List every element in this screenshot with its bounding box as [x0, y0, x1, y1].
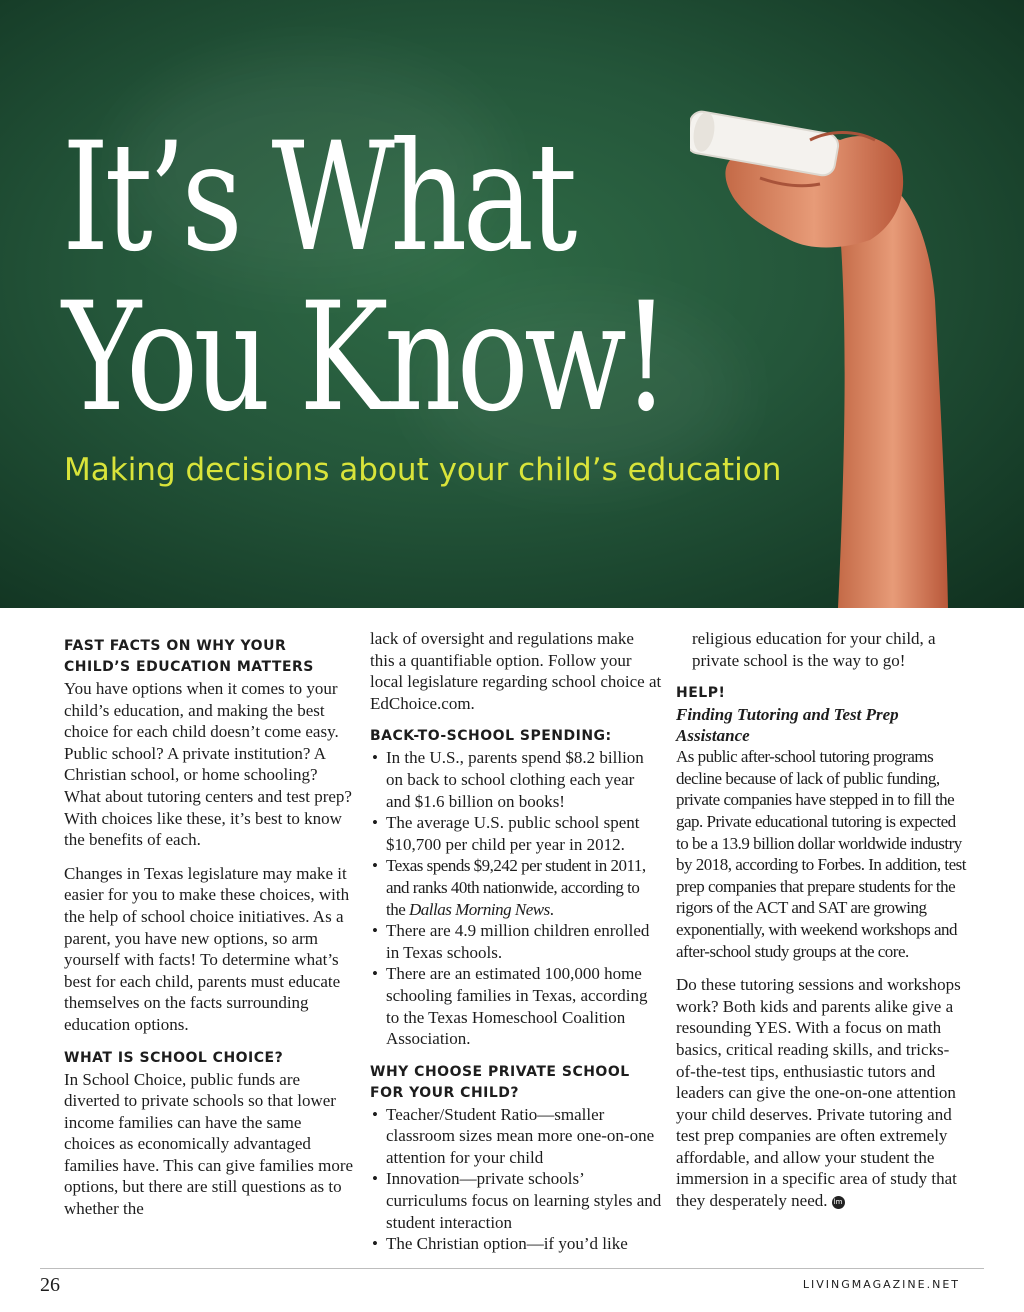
column-2: [370, 628, 662, 1267]
publication-name: Dallas Morning News: [409, 899, 550, 919]
private-school-list: [370, 1104, 662, 1255]
heading-line: WHY CHOOSE PRIVATE SCHOOL: [370, 1063, 630, 1080]
subtitle: Making decisions about your child’s education: [64, 452, 782, 488]
spending-list: [370, 747, 662, 1049]
title-line-1: It’s What: [62, 111, 573, 285]
heading-line: CHILD’S EDUCATION MATTERS: [64, 659, 314, 675]
section-heading-private-school: [370, 1062, 662, 1104]
paragraph: You have options when it comes to your child’s education, and making the best choice for each child doesn’t come easy. Public school? A private institution? A Christian school, or home schooling? What about tutoring centers and test prep? With choices like these, it’s best to know the benefits of each.: [64, 679, 352, 850]
page-title: [62, 111, 666, 445]
section-subheading: Finding Tutoring and Test Prep Assistance: [676, 705, 899, 746]
section-heading-help: HELP!: [676, 685, 726, 702]
section-heading-fast-facts: [64, 636, 354, 678]
list-item: • The average U.S. public school spent $10,700 per child per year in 2012.: [370, 812, 662, 855]
paragraph-text: Do these tutoring sessions and workshops work? Both kids and parents alike give a resounding YES. With a focus on math basics, critical reading skills, and tricks-of-the-test tips, enthusiastic tutors and leaders can give the one-on-one attention your child deserves. Private tutoring and test prep companies are often extremely affordable, and allow your student the immersion in a specific area of study that they desperately need.: [676, 975, 961, 1211]
list-item: • The Christian option—if you’d like: [370, 1233, 662, 1255]
section-heading-spending: BACK-TO-SCHOOL SPENDING:: [370, 728, 612, 745]
paragraph: lack of oversight and regulations make this a quantifiable option. Follow your local legislature regarding school choice at EdChoice.com.: [370, 629, 662, 713]
column-3: [676, 628, 966, 1224]
paragraph: Changes in Texas legislature may make it easier for you to make these choices, with the help of school choice initiatives. As a parent, you have new options, so arm yourself with facts! To determine what’s best for each child, parents must educate themselves on the facts surrounding education options.: [64, 863, 350, 1034]
heading-line: FAST FACTS ON WHY YOUR: [64, 638, 287, 654]
list-item: • Innovation—private schools’ curriculums focus on learning styles and student interaction: [370, 1168, 662, 1233]
hand-with-chalk-icon: [690, 100, 1024, 608]
list-item: [370, 855, 662, 920]
list-item-text: Texas spends $9,242 per student in 2011, and ranks 40th nationwide, according to the: [386, 856, 646, 919]
paragraph: In School Choice, public funds are diverted to private schools so that lower income families can have the same choices as economically advantaged families have. This can give families more options, but there are still questions as to whether the: [64, 1069, 354, 1219]
paragraph: As public after-school tutoring programs decline because of lack of public funding, private companies have stepped in to fill the gap. Private educational tutoring is expected to be a 13.9 billion dollar worldwide industry by 2018, according to Forbes. In addition, test prep companies that prepare students for the rigors of the ACT and SAT are growing exponentially, with weekend workshops and after-school study groups at the core.: [676, 747, 967, 961]
list-item: • Teacher/Student Ratio—smaller classroom sizes mean more one-on-one attention for your child: [370, 1104, 662, 1169]
section-heading-school-choice: WHAT IS SCHOOL CHOICE?: [64, 1049, 284, 1066]
page-number: 26: [40, 1274, 60, 1296]
heading-line: FOR YOUR CHILD?: [370, 1084, 520, 1101]
list-item: • There are 4.9 million children enrolled in Texas schools.: [370, 920, 662, 963]
paragraph: [676, 974, 966, 1212]
title-line-2: You Know!: [62, 271, 666, 445]
site-url: LIVINGMAGAZINE.NET: [802, 1278, 960, 1291]
list-item: • There are an estimated 100,000 home schooling families in Texas, according to the Texas Homeschool Coalition Association.: [370, 963, 662, 1049]
footer-divider: [40, 1268, 984, 1269]
paragraph: religious education for your child, a private school is the way to go!: [692, 629, 936, 670]
fm-logo-icon: lm: [832, 1196, 845, 1209]
list-item: • In the U.S., parents spend $8.2 billion on back to school clothing each year and $1.6 billion on books!: [370, 747, 662, 812]
column-1: [64, 628, 354, 1232]
hero-chalkboard: [0, 0, 1024, 608]
list-item-text: .: [549, 899, 554, 919]
